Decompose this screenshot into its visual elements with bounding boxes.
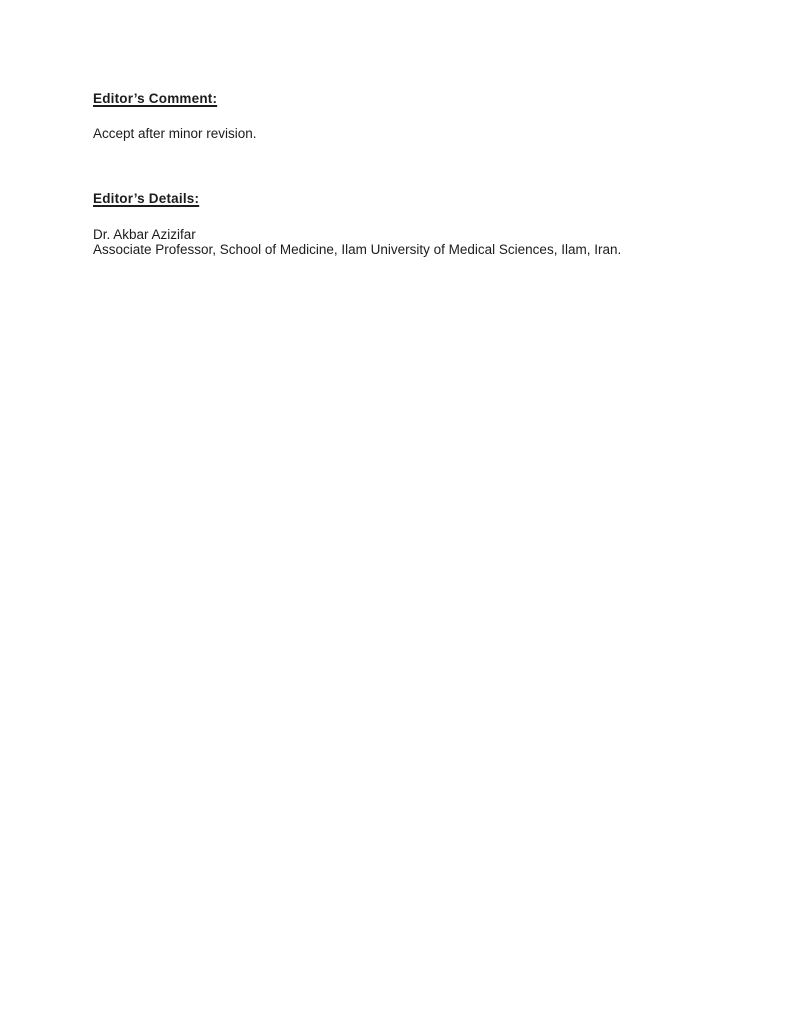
- editor-affiliation-line: Associate Professor, School of Medicine, Ilam University of Medical Sciences, Ilam, Iran.: [93, 242, 622, 257]
- editors-comment-text: Accept after minor revision.: [93, 126, 257, 141]
- editors-details-heading: Editor’s Details:: [93, 191, 200, 206]
- editors-details-block: [93, 227, 741, 257]
- editor-name-line: Dr. Akbar Azizifar: [93, 227, 196, 242]
- document-content: [93, 0, 741, 257]
- editors-comment-heading: Editor’s Comment:: [93, 91, 218, 106]
